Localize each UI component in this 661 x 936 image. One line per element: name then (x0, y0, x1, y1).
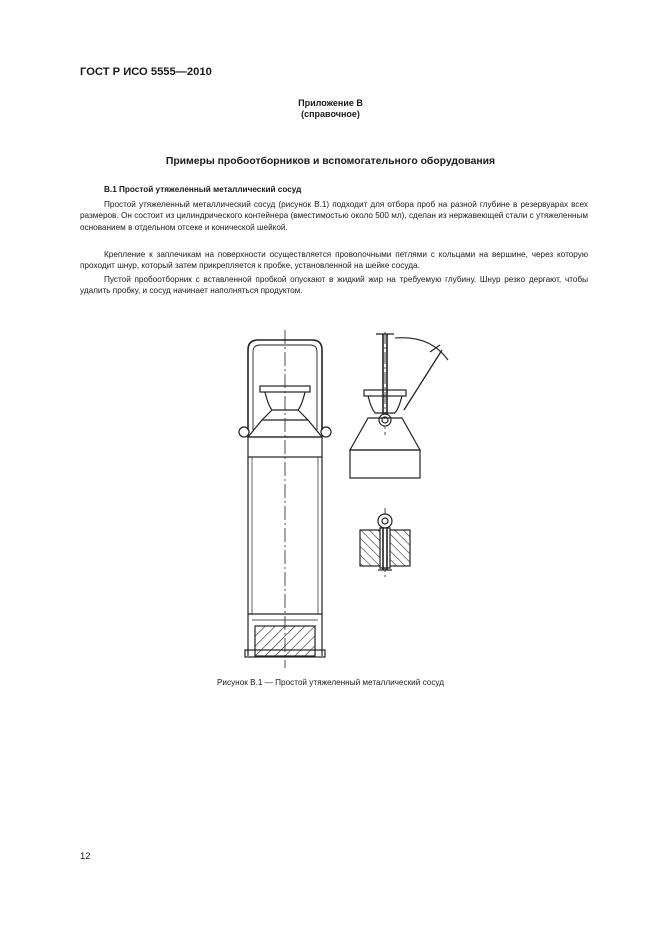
stopper-detail-view (350, 332, 448, 478)
vessel-side-view (239, 330, 331, 668)
section-title: В.1 Простой утяжеленный металлический сосуд (104, 185, 302, 194)
figure-caption: Рисунок В.1 — Простой утяжеленный металлический сосуд (216, 678, 445, 687)
annex-title: Приложение В (298, 98, 363, 108)
paragraph-1: Простой утяжеленный металлический сосуд (рисунок В.1) подходит для отбора проб на разной глубине в резервуарах всех размеров. Он состоит из цилиндрического контейнера (вместимостью около 500 мл), сделан из нержавеющей стали с утяжеленным основанием в отдельном отсеке и конической шейкой. (80, 200, 588, 232)
stopper-section-view (360, 508, 410, 578)
paragraph-2: Крепление к заплечикам на поверхности осуществляется проволочными петлями с кольцами на вершине, через которую проходит шнур, который затем прикрепляется к пробке, установленной на шейке сосуда. (80, 250, 588, 271)
standard-header: ГОСТ Р ИСО 5555—2010 (80, 66, 212, 78)
annex-subtitle: (справочное) (301, 109, 360, 119)
page-number: 12 (80, 851, 91, 862)
page-heading: Примеры пробоотборников и вспомогательного оборудования (165, 156, 496, 167)
paragraph-3: Пустой пробоотборник с вставленной пробкой опускают в жидкий жир на требуемую глубину. Шнур резко дергают, чтобы удалить пробку, и сосуд начинает наполняться продуктом. (80, 275, 588, 296)
